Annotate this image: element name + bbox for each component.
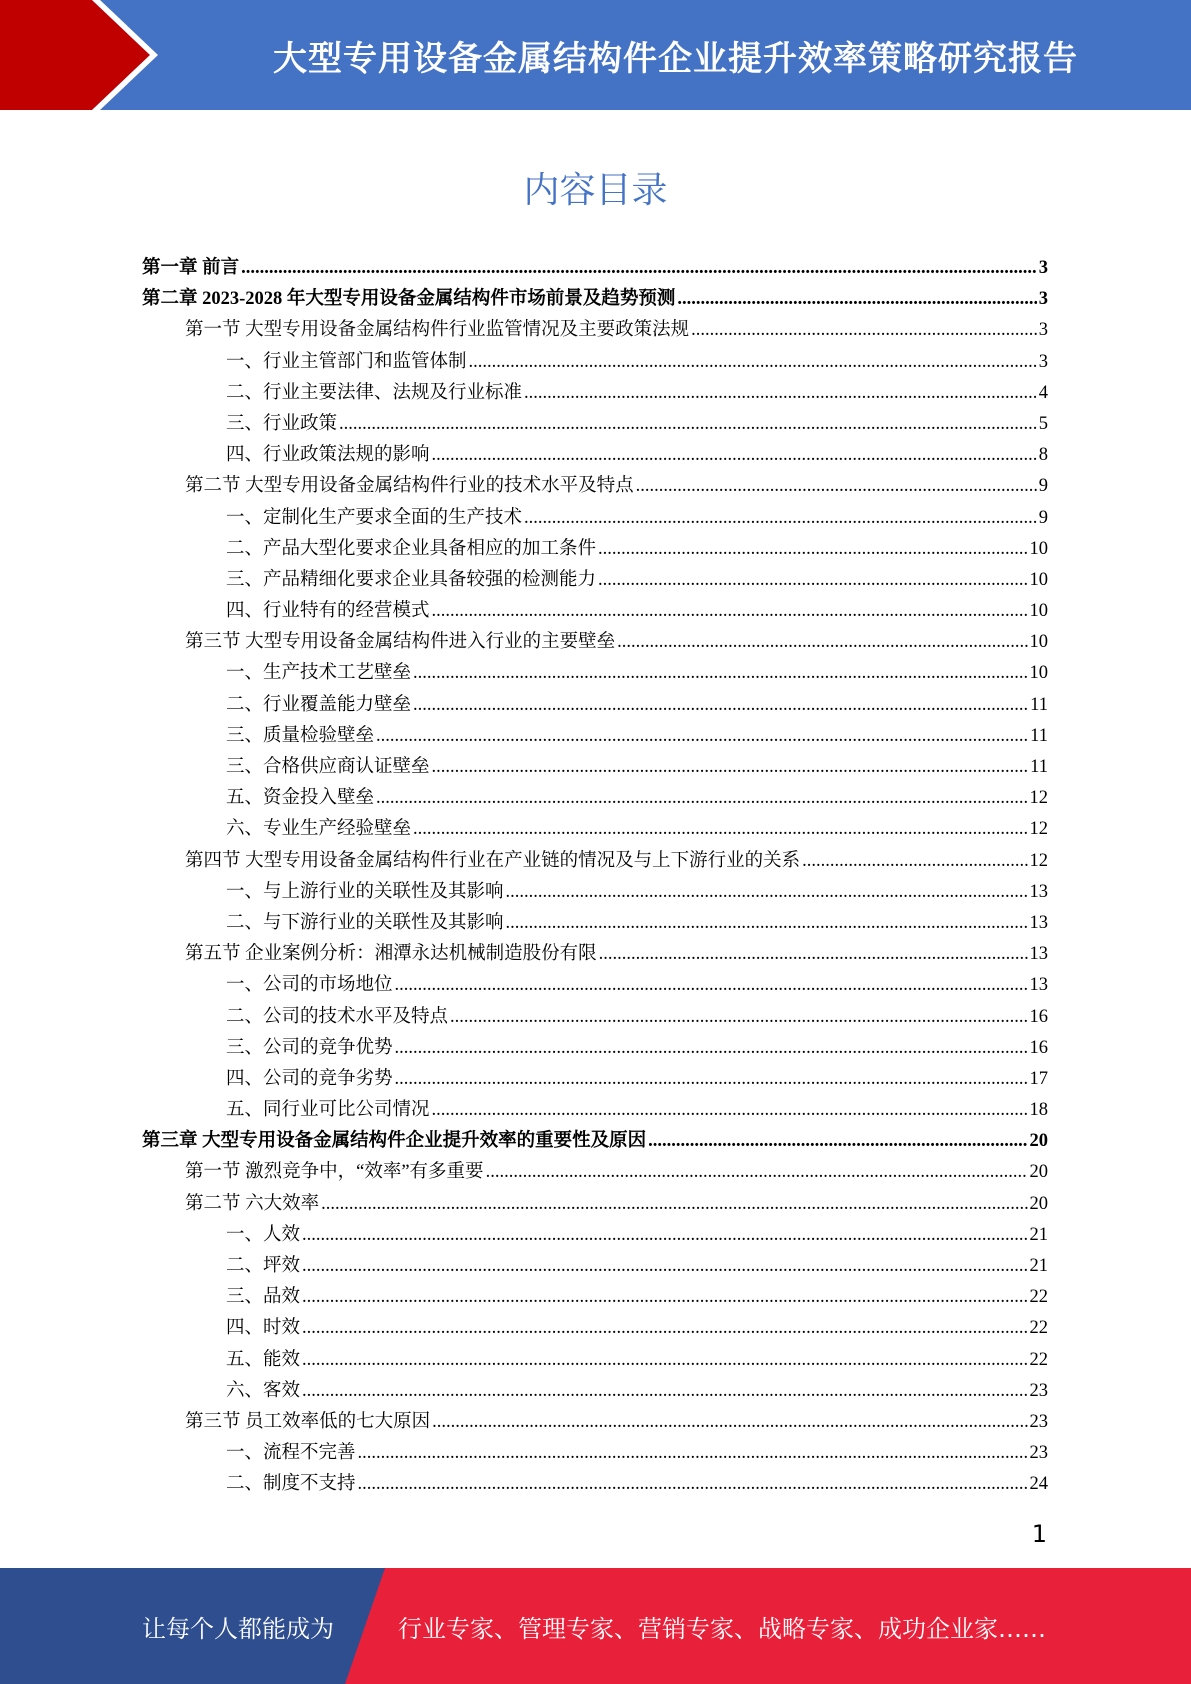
toc-leader-dots [302, 1220, 1027, 1251]
toc-entry-title: 第一章 前言 [142, 258, 240, 278]
toc-leader-dots [599, 939, 1028, 970]
toc-entry[interactable] [142, 752, 1048, 783]
toc-entry-page: 23 [1029, 1380, 1048, 1401]
toc-entry[interactable] [142, 253, 1048, 284]
toc-entry[interactable] [142, 565, 1048, 596]
toc-entry[interactable] [142, 1469, 1048, 1500]
toc-entry-page: 12 [1029, 850, 1048, 871]
table-of-contents [142, 253, 1048, 1501]
toc-entry-title: 第三节 员工效率低的七大原因 [185, 1411, 431, 1432]
toc-entry-title: 一、定制化生产要求全面的生产技术 [226, 507, 523, 528]
toc-entry-title: 四、公司的竞争劣势 [226, 1068, 393, 1089]
toc-leader-dots [486, 1157, 1028, 1188]
toc-entry-title: 五、同行业可比公司情况 [226, 1100, 430, 1121]
toc-entry-title: 第三节 大型专用设备金属结构件进入行业的主要壁垒 [185, 632, 616, 653]
toc-entry[interactable] [142, 1064, 1048, 1095]
toc-entry-title: 第一节 大型专用设备金属结构件行业监管情况及主要政策法规 [185, 320, 690, 341]
toc-entry-page: 5 [1038, 413, 1048, 434]
toc-leader-dots [598, 565, 1027, 596]
toc-entry-title: 二、行业覆盖能力壁垒 [226, 694, 412, 715]
toc-entry-title: 一、公司的市场地位 [226, 975, 393, 996]
toc-entry-page: 8 [1038, 445, 1048, 466]
toc-entry-title: 一、行业主管部门和监管体制 [226, 351, 467, 372]
toc-entry-page: 20 [1029, 1193, 1048, 1214]
toc-title: 内容目录 [523, 170, 668, 211]
toc-entry-title: 三、质量检验壁垒 [226, 725, 375, 746]
toc-entry-page: 17 [1029, 1068, 1048, 1089]
toc-entry[interactable] [142, 471, 1048, 502]
toc-leader-dots [339, 409, 1037, 440]
toc-entry-page: 13 [1029, 912, 1048, 933]
toc-entry-title: 第二节 大型专用设备金属结构件行业的技术水平及特点 [185, 476, 634, 497]
toc-entry-page: 23 [1029, 1443, 1048, 1464]
toc-entry[interactable] [142, 1407, 1048, 1438]
toc-leader-dots [432, 440, 1037, 471]
toc-entry-page: 16 [1029, 1037, 1048, 1058]
toc-entry-title: 六、专业生产经验壁垒 [226, 819, 412, 840]
toc-entry[interactable] [142, 1282, 1048, 1313]
toc-leader-dots [358, 1469, 1028, 1500]
toc-entry-title: 二、与下游行业的关联性及其影响 [226, 912, 504, 933]
toc-leader-dots [677, 284, 1036, 315]
toc-entry-page: 9 [1038, 507, 1048, 528]
toc-entry-title: 三、行业政策 [226, 413, 338, 434]
toc-entry[interactable] [142, 440, 1048, 471]
toc-entry[interactable] [142, 1095, 1048, 1126]
toc-entry-page: 10 [1029, 663, 1048, 684]
toc-entry-page: 3 [1038, 351, 1048, 372]
toc-leader-dots [432, 596, 1028, 627]
footer-banner [0, 1568, 1191, 1684]
toc-entry-page: 24 [1029, 1474, 1048, 1495]
toc-entry[interactable] [142, 534, 1048, 565]
toc-entry[interactable] [142, 596, 1048, 627]
toc-leader-dots [802, 846, 1027, 877]
toc-leader-dots [636, 471, 1037, 502]
toc-entry-page: 11 [1030, 725, 1048, 746]
toc-entry-title: 三、品效 [226, 1287, 301, 1308]
toc-entry-title: 一、人效 [226, 1224, 301, 1245]
toc-entry-page: 11 [1030, 757, 1048, 777]
toc-entry[interactable] [142, 1126, 1048, 1157]
toc-entry-page: 3 [1038, 289, 1048, 310]
toc-leader-dots [358, 1438, 1028, 1469]
toc-leader-dots [302, 1313, 1027, 1344]
toc-leader-dots [395, 1033, 1028, 1064]
toc-entry-page: 22 [1029, 1349, 1048, 1370]
footer-slogan-right: 行业专家、管理专家、营销专家、战略专家、成功企业家…… [398, 1614, 1046, 1643]
toc-entry-title: 二、产品大型化要求企业具备相应的加工条件 [226, 538, 597, 559]
toc-entry-title: 二、公司的技术水平及特点 [226, 1006, 449, 1027]
report-title: 大型专用设备金属结构件企业提升效率策略研究报告 [273, 38, 1078, 79]
toc-entry-page: 22 [1029, 1318, 1048, 1339]
toc-entry-page: 9 [1038, 476, 1048, 497]
toc-entry[interactable] [142, 409, 1048, 440]
toc-entry[interactable] [142, 846, 1048, 877]
toc-entry-page: 10 [1029, 632, 1048, 653]
toc-entry[interactable] [142, 315, 1048, 346]
toc-entry-page: 12 [1029, 788, 1048, 809]
toc-entry-title: 三、产品精细化要求企业具备较强的检测能力 [226, 569, 597, 590]
toc-entry[interactable] [142, 627, 1048, 658]
toc-entry[interactable] [142, 503, 1048, 534]
toc-leader-dots [302, 1376, 1027, 1407]
toc-leader-dots [413, 690, 1028, 721]
toc-entry-page: 10 [1029, 601, 1048, 622]
toc-entry-title: 第五节 企业案例分析：湘潭永达机械制造股份有限 [185, 944, 597, 965]
toc-entry[interactable] [142, 378, 1048, 409]
toc-entry-title: 第三章 大型专用设备金属结构件企业提升效率的重要性及原因 [142, 1131, 647, 1152]
toc-entry[interactable] [142, 284, 1048, 315]
toc-entry-title: 二、行业主要法律、法规及行业标准 [226, 382, 523, 403]
toc-entry-title: 四、时效 [226, 1318, 301, 1339]
toc-entry[interactable] [142, 970, 1048, 1001]
header-red-arrow [0, 0, 150, 110]
toc-entry-title: 第一节 激烈竞争中，“效率”有多重要 [185, 1162, 484, 1183]
toc-entry-page: 3 [1038, 320, 1048, 341]
toc-entry[interactable] [142, 1438, 1048, 1469]
toc-entry-page: 12 [1029, 819, 1048, 840]
header-banner [0, 0, 1191, 110]
toc-entry-title: 六、客效 [226, 1380, 301, 1401]
toc-entry-page: 21 [1029, 1224, 1048, 1245]
toc-leader-dots [691, 315, 1037, 346]
toc-entry-title: 三、合格供应商认证壁垒 [226, 757, 430, 777]
toc-entry[interactable] [142, 877, 1048, 908]
toc-entry[interactable] [142, 1345, 1048, 1376]
toc-entry-page: 18 [1029, 1100, 1048, 1121]
toc-entry-title: 四、行业特有的经营模式 [226, 601, 430, 622]
toc-entry[interactable] [142, 1251, 1048, 1282]
toc-leader-dots [302, 1282, 1027, 1313]
toc-leader-dots [524, 378, 1037, 409]
toc-leader-dots [413, 658, 1027, 689]
toc-entry-page: 10 [1029, 569, 1048, 590]
toc-leader-dots [413, 814, 1027, 845]
toc-entry-page: 16 [1029, 1006, 1048, 1027]
toc-leader-dots [469, 347, 1037, 378]
toc-entry-title: 第四节 大型专用设备金属结构件行业在产业链的情况及与上下游行业的关系 [185, 850, 801, 871]
toc-entry-page: 11 [1030, 694, 1048, 715]
toc-entry-page: 23 [1029, 1411, 1048, 1432]
toc-entry[interactable] [142, 347, 1048, 378]
toc-entry-page: 20 [1029, 1131, 1048, 1152]
toc-entry-title: 三、公司的竞争优势 [226, 1037, 393, 1058]
toc-leader-dots [598, 534, 1027, 565]
toc-leader-dots [395, 1064, 1028, 1095]
toc-leader-dots [376, 721, 1028, 752]
toc-entry-title: 一、与上游行业的关联性及其影响 [226, 881, 504, 902]
toc-entry-title: 五、能效 [226, 1349, 301, 1370]
toc-entry[interactable] [142, 1220, 1048, 1251]
page-number: 1 [1031, 1520, 1047, 1548]
footer-slogan-left: 让每个人都能成为 [142, 1614, 334, 1643]
toc-entry-page: 13 [1029, 975, 1048, 996]
toc-entry-page: 13 [1029, 944, 1048, 965]
toc-entry[interactable] [142, 1033, 1048, 1064]
toc-leader-dots [617, 627, 1027, 658]
toc-entry-page: 22 [1029, 1287, 1048, 1308]
toc-entry-page: 13 [1029, 881, 1048, 902]
toc-entry-title: 一、生产技术工艺壁垒 [226, 663, 412, 684]
toc-entry[interactable] [142, 939, 1048, 970]
toc-entry[interactable] [142, 814, 1048, 845]
toc-entry-title: 第二节 六大效率 [185, 1193, 320, 1214]
toc-entry[interactable] [142, 658, 1048, 689]
toc-leader-dots [432, 752, 1029, 783]
toc-entry-page: 10 [1029, 538, 1048, 559]
toc-leader-dots [241, 253, 1037, 284]
toc-entry-title: 第二章 2023-2028 年大型专用设备金属结构件市场前景及趋势预测 [142, 289, 676, 310]
toc-entry-page: 20 [1029, 1162, 1048, 1183]
toc-entry-title: 二、坪效 [226, 1256, 301, 1276]
toc-entry-title: 二、制度不支持 [226, 1474, 356, 1495]
toc-entry-title: 一、流程不完善 [226, 1443, 356, 1464]
toc-entry[interactable] [142, 1157, 1048, 1188]
toc-leader-dots [450, 1002, 1027, 1033]
toc-leader-dots [376, 783, 1027, 814]
toc-entry-title: 五、资金投入壁垒 [226, 788, 375, 809]
toc-entry[interactable] [142, 1376, 1048, 1407]
toc-entry-page: 21 [1029, 1256, 1048, 1276]
toc-leader-dots [302, 1251, 1027, 1282]
toc-entry[interactable] [142, 1002, 1048, 1033]
toc-leader-dots [432, 1095, 1028, 1126]
toc-leader-dots [395, 970, 1028, 1001]
toc-entry[interactable] [142, 783, 1048, 814]
toc-leader-dots [506, 908, 1028, 939]
toc-leader-dots [648, 1126, 1027, 1157]
toc-entry[interactable] [142, 690, 1048, 721]
toc-entry[interactable] [142, 1189, 1048, 1220]
toc-leader-dots [432, 1407, 1027, 1438]
toc-entry-page: 3 [1038, 258, 1048, 278]
toc-entry[interactable] [142, 721, 1048, 752]
toc-leader-dots [302, 1345, 1027, 1376]
toc-entry[interactable] [142, 908, 1048, 939]
toc-entry-title: 四、行业政策法规的影响 [226, 445, 430, 466]
toc-entry[interactable] [142, 1313, 1048, 1344]
toc-leader-dots [506, 877, 1028, 908]
toc-leader-dots [524, 503, 1037, 534]
toc-entry-page: 4 [1038, 382, 1048, 403]
toc-leader-dots [321, 1189, 1027, 1220]
